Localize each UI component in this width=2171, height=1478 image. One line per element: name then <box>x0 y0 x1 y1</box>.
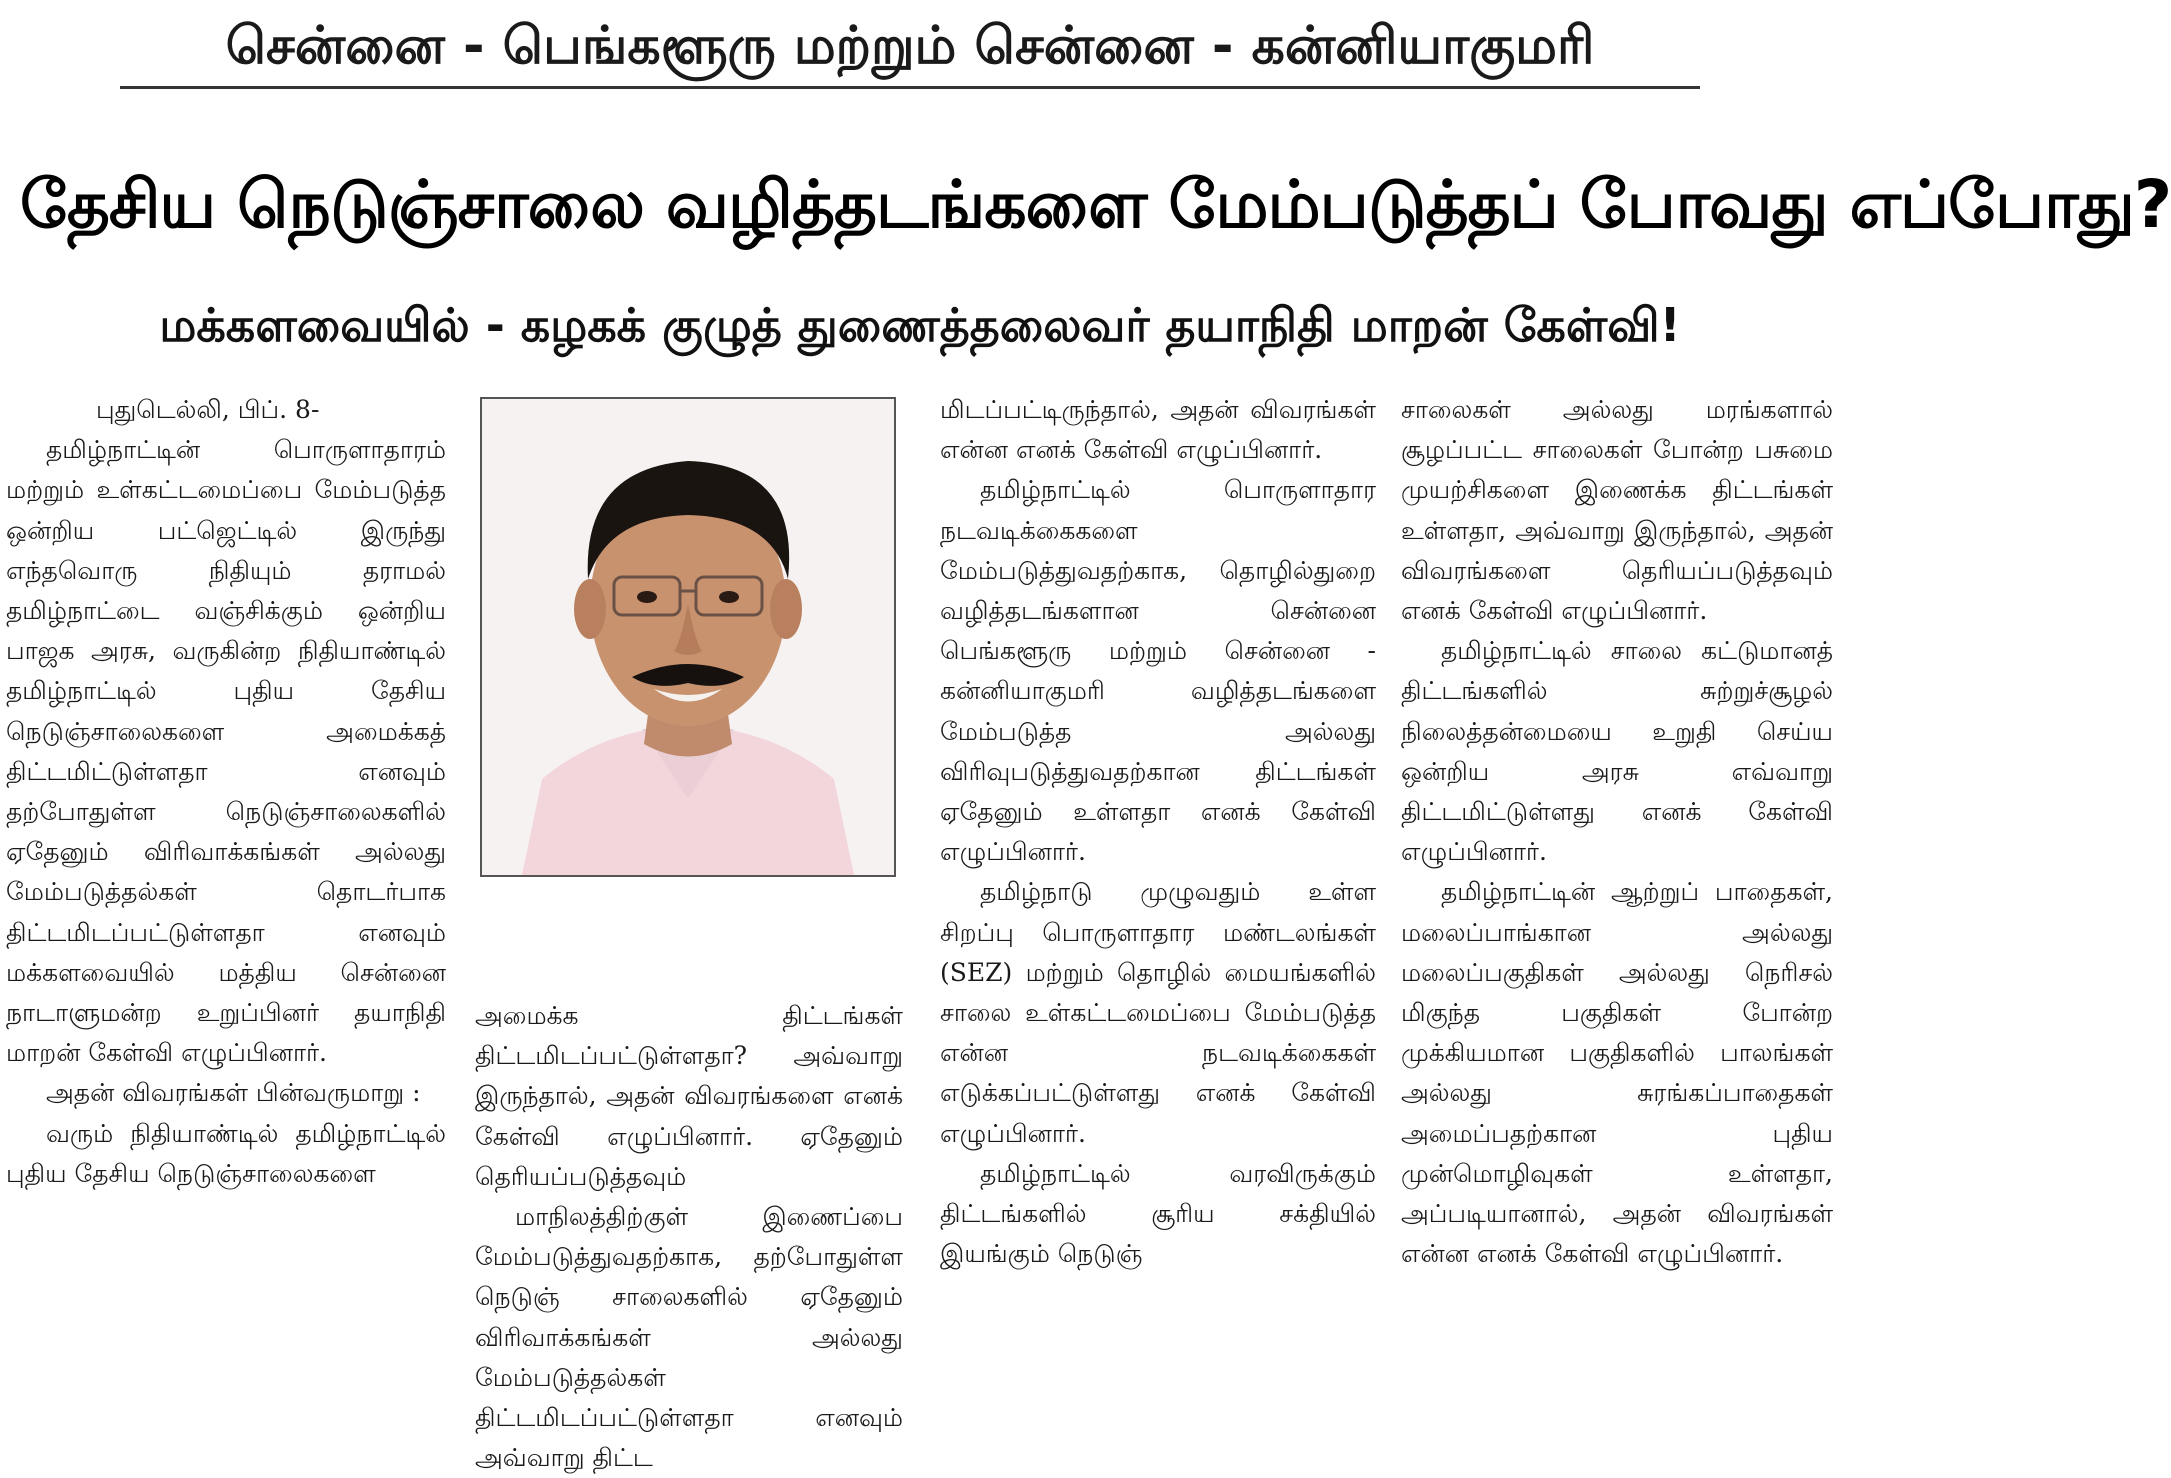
article-paragraph: அதன் விவரங்கள் பின்வருமாறு : <box>46 1078 421 1108</box>
article-paragraph: வரும் நிதியாண்டில் தமிழ்நாட்டில் புதிய தேசிய நெடுஞ்சாலைகளை <box>6 1118 446 1188</box>
article-paragraph: தமிழ்நாட்டின் பொருளாதாரம் மற்றும் உள்கட்டமைப்பை மேம்படுத்த ஒன்றிய பட்ஜெட்டில் இருந்து எந்தவொரு நிதியும் தராமல் தமிழ்நாட்டை வஞ்சிக்கும் ஒன்றிய பாஜக அரசு, வருகின்ற நிதியாண்டில் தமிழ்நாட்டில் புதிய தேசிய நெடுஞ்சாலைகளை அமைக்கத் திட்டமிட்டுள்ளதா எனவும் தற்போதுள்ள நெடுஞ்சாலைகளில் ஏதேனும் விரிவாக்கங்கள் அல்லது மேம்படுத்தல்கள் தொடர்பாக திட்டமிடப்பட்டுள்ளதா எனவும் மக்களவையில் மத்திய சென்னை நாடாளுமன்ற உறுப்பினர் தயாநிதி மாறன் கேள்வி எழுப்பினார். <box>6 435 446 1068</box>
kicker-divider <box>120 86 1700 89</box>
article-column-1 <box>6 390 446 1474</box>
article-paragraph: தமிழ்நாட்டில் வரவிருக்கும் திட்டங்களில் சூரிய சக்தியில் இயங்கும் நெடுஞ் <box>940 1158 1376 1269</box>
dateline: புதுடெல்லி, பிப். 8- <box>96 395 320 424</box>
portrait-illustration <box>482 399 894 875</box>
article-paragraph: அமைக்க திட்டங்கள் திட்டமிடப்பட்டுள்ளதா? அவ்வாறு இருந்தால், அதன் விவரங்களை எனக் கேள்வி எழுப்பினார். ஏதேனும் தெரியப்படுத்தவும் <box>475 1001 903 1191</box>
article-paragraph: தமிழ்நாட்டின் ஆற்றுப் பாதைகள், மலைப்பாங்கான அல்லது மலைப்பகுதிகள் அல்லது நெரிசல் மிகுந்த பகுதிகள் போன்ற முக்கியமான பகுதிகளில் பாலங்கள் அல்லது சுரங்கப்பாதைகள் அமைப்பதற்கான புதிய முன்மொழிவுகள் உள்ளதா, அப்படியானால், அதன் விவரங்கள் என்ன எனக் கேள்வி எழுப்பினார். <box>1401 877 1833 1269</box>
article-paragraph: தமிழ்நாட்டில் சாலை கட்டுமானத் திட்டங்களில் சுற்றுச்சூழல் நிலைத்தன்மையை உறுதி செய்ய ஒன்றிய அரசு எவ்வாறு திட்டமிட்டுள்ளது எனக் கேள்வி எழுப்பினார். <box>1401 636 1833 867</box>
article-column-4 <box>1401 390 1833 1474</box>
article-paragraph: தமிழ்நாட்டில் பொருளாதார நடவடிக்கைகளை மேம்படுத்துவதற்காக, தொழில்துறை வழித்தடங்களான சென்னை பெங்களூரு மற்றும் சென்னை - கன்னியாகுமரி வழித்தடங்களை மேம்படுத்த அல்லது விரிவுபடுத்துவதற்கான திட்டங்கள் ஏதேனும் உள்ளதா எனக் கேள்வி எழுப்பினார். <box>940 475 1376 867</box>
article-paragraph: மாநிலத்திற்குள் இணைப்பை மேம்படுத்துவதற்காக, தற்போதுள்ள நெடுஞ் சாலைகளில் ஏதேனும் விரிவாக்கங்கள் அல்லது மேம்படுத்தல்கள் திட்டமிடப்பட்டுள்ளதா எனவும் அவ்வாறு திட்ட <box>475 1202 903 1473</box>
kicker-title: சென்னை - பெங்களூரு மற்றும் சென்னை - கன்னியாகுமரி <box>225 16 1595 76</box>
article-column-3 <box>940 390 1376 1474</box>
portrait-photo <box>480 397 896 877</box>
subheadline: மக்களவையில் - கழகக் குழுத் துணைத்தலைவர் தயாநிதி மாறன் கேள்வி! <box>159 298 1681 352</box>
article-paragraph: சாலைகள் அல்லது மரங்களால் சூழப்பட்ட சாலைகள் போன்ற பசுமை முயற்சிகளை இணைக்க திட்டங்கள் உள்ளதா, அவ்வாறு இருந்தால், அதன் விவரங்களை தெரியப்படுத்தவும் எனக் கேள்வி எழுப்பினார். <box>1401 395 1833 626</box>
headline: தேசிய நெடுஞ்சாலை வழித்தடங்களை மேம்படுத்தப் போவது எப்போது? <box>20 166 2171 243</box>
article-column-2 <box>475 996 903 1474</box>
article-paragraph: தமிழ்நாடு முழுவதும் உள்ள சிறப்பு பொருளாதார மண்டலங்கள் (SEZ) மற்றும் தொழில் மையங்களில் சாலை உள்கட்டமைப்பை மேம்படுத்த என்ன நடவடிக்கைகள் எடுக்கப்பட்டுள்ளது எனக் கேள்வி எழுப்பினார். <box>940 877 1376 1148</box>
article-paragraph: மிடப்பட்டிருந்தால், அதன் விவரங்கள் என்ன எனக் கேள்வி எழுப்பினார். <box>940 395 1376 465</box>
